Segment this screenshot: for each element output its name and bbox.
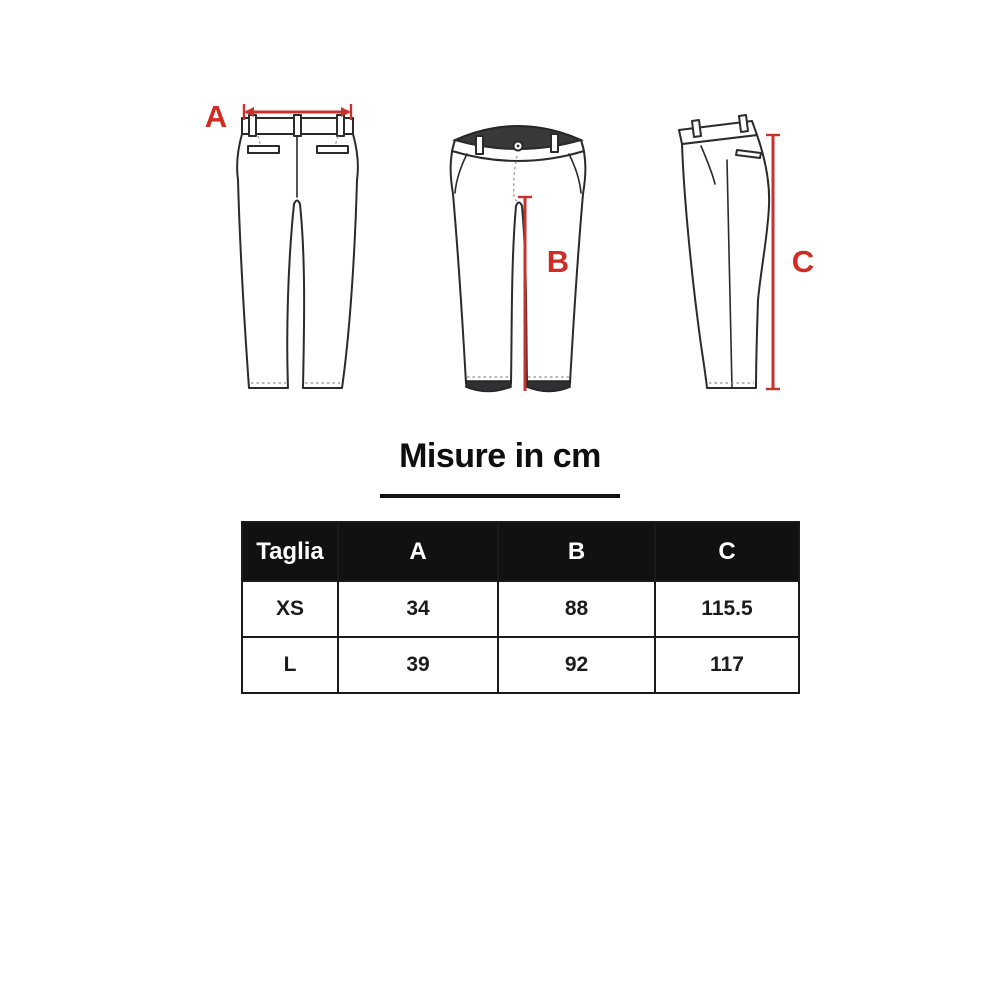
size-cell: XS bbox=[242, 581, 338, 637]
table-row-xs bbox=[242, 581, 799, 637]
measurement-line-c bbox=[766, 135, 780, 389]
header-cell-taglia: Taglia bbox=[242, 522, 338, 581]
pants-side-view-illustration bbox=[679, 115, 769, 388]
back-pocket-right bbox=[317, 146, 348, 153]
page-title: Misure in cm bbox=[399, 437, 601, 475]
value-cell-a: 39 bbox=[338, 637, 498, 693]
size-cell: L bbox=[242, 637, 338, 693]
pants-back-view-illustration bbox=[237, 115, 358, 388]
header-cell-c: C bbox=[655, 522, 799, 581]
pants-measurement-diagram bbox=[0, 0, 1000, 440]
size-table-header-row bbox=[242, 522, 799, 581]
header-cell-a: A bbox=[338, 522, 498, 581]
measurement-label-b: B bbox=[546, 244, 570, 279]
title-section bbox=[0, 438, 1000, 498]
measurement-label-c: C bbox=[791, 244, 815, 279]
measurement-label-a: A bbox=[204, 99, 228, 134]
table-row-l bbox=[242, 637, 799, 693]
back-pocket-left bbox=[248, 146, 279, 153]
value-cell-a: 34 bbox=[338, 581, 498, 637]
size-table bbox=[241, 521, 800, 694]
title-underline bbox=[380, 494, 620, 498]
value-cell-c: 115.5 bbox=[655, 581, 799, 637]
header-cell-b: B bbox=[498, 522, 655, 581]
value-cell-b: 88 bbox=[498, 581, 655, 637]
value-cell-b: 92 bbox=[498, 637, 655, 693]
value-cell-c: 117 bbox=[655, 637, 799, 693]
